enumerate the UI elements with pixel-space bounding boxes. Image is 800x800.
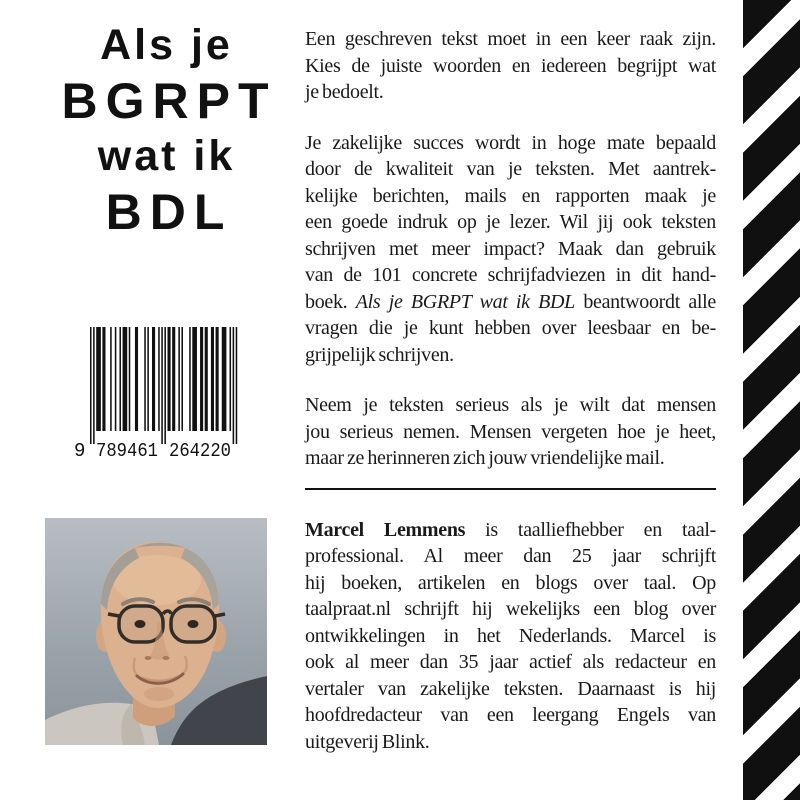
text-segment: kelijke berichten, mails en rapporten maak je	[305, 184, 716, 207]
barcode-bar	[236, 327, 238, 444]
barcode-bar	[123, 327, 128, 431]
barcode-bar	[172, 327, 175, 431]
barcode-bar	[233, 327, 235, 444]
text-line	[305, 392, 716, 419]
text-line	[305, 570, 716, 597]
barcode-bar	[189, 327, 191, 431]
text-line	[305, 342, 716, 369]
author-bio-paragraph	[305, 517, 716, 756]
isbn-barcode	[72, 327, 239, 459]
text-segment: hoofdredacteur van een leergang Engels van	[305, 704, 716, 726]
barcode-bar	[135, 327, 138, 431]
text-segment: uitgeverij Blink.	[305, 730, 430, 753]
text-segment: Als je BGRPT wat ik BDL	[355, 290, 575, 313]
text-segment: boek.	[305, 290, 356, 313]
section-divider	[305, 488, 716, 490]
text-line	[305, 130, 716, 157]
book-title-line: BGRPT	[61, 73, 277, 129]
text-line	[305, 79, 716, 106]
book-title	[25, 18, 305, 240]
barcode-bar	[144, 327, 146, 431]
text-segment: je bedoelt.	[305, 81, 384, 103]
author-bio-section	[305, 517, 716, 756]
barcode-bar	[158, 327, 160, 431]
barcode-digit-first: 9	[74, 440, 86, 459]
text-line	[305, 517, 716, 544]
text-segment: maar ze herinneren zich jouw vriendelijke mail.	[305, 447, 665, 469]
text-segment: door de kwaliteit van je teksten. Met aantrek-	[305, 158, 716, 180]
book-title-line: BDL	[105, 184, 233, 240]
text-line	[305, 543, 716, 570]
text-line	[305, 315, 716, 342]
barcode-svg	[72, 327, 239, 459]
barcode-bar	[216, 327, 219, 431]
chin-crease	[144, 687, 174, 701]
text-line	[305, 289, 716, 316]
text-segment: Neem je teksten serieus als je wilt dat mensen	[305, 394, 716, 416]
text-segment: hij boeken, artikelen en blogs over taal. Op	[305, 571, 716, 594]
barcode-bar	[110, 327, 112, 431]
text-segment: van de 101 concrete schrijfadviezen in dit hand-	[305, 264, 716, 286]
barcode-bar	[205, 327, 208, 431]
text-line	[305, 445, 716, 472]
text-line	[305, 649, 716, 676]
barcode-bar	[147, 327, 149, 431]
text-segment: vragen die je kunt hebben over leesbaar en be-	[305, 317, 716, 339]
barcode-bar	[93, 327, 95, 444]
text-line	[305, 623, 716, 650]
barcode-bar	[192, 327, 197, 431]
blurb-section	[305, 26, 716, 472]
right-nostril	[163, 656, 170, 660]
text-segment: een goede indruk op je lezer. Wil jij ook teksten	[305, 211, 716, 233]
glasses-right-temple	[215, 614, 225, 616]
text-line	[305, 156, 716, 183]
barcode-bar	[152, 327, 155, 431]
text-line	[305, 596, 716, 623]
book-title-line: wat ik	[97, 132, 236, 180]
barcode-bar	[200, 327, 203, 431]
text-segment: taalpraat.nl schrijft hij wekelijks een blog over	[305, 598, 716, 620]
text-segment: professional. Al meer dan 25 jaar schrijft	[305, 545, 716, 567]
text-line	[305, 676, 716, 703]
barcode-bar	[161, 327, 163, 444]
text-segment: ontwikkelingen in het Nederlands. Marcel is	[305, 624, 716, 647]
barcode-bar	[222, 327, 227, 431]
text-line	[305, 702, 716, 729]
text-segment: is taalliefhebber en taal-	[465, 518, 717, 541]
blurb-paragraph	[305, 26, 716, 106]
barcode-bar	[102, 327, 105, 431]
barcode-bar	[90, 327, 92, 444]
barcode-digit-left-group: 789461	[96, 440, 158, 459]
text-segment: grijpelijk schrijven.	[305, 343, 454, 366]
blurb-paragraph	[305, 392, 716, 472]
text-line	[305, 236, 716, 263]
text-segment: Kies de juiste woorden en iedereen begrijpt wat	[305, 54, 716, 77]
text-line	[305, 53, 716, 80]
barcode-bar	[96, 327, 101, 431]
barcode-bar	[230, 327, 232, 431]
text-segment: Een geschreven tekst moet in een keer raak zijn.	[305, 28, 716, 50]
barcode-bar	[115, 327, 117, 431]
text-segment: Je zakelijke succes wordt in hoge mate bepaald	[305, 131, 716, 154]
text-segment: jou serieus nemen. Mensen vergeten hoe je heet,	[305, 420, 716, 443]
barcode-bars	[90, 327, 237, 444]
barcode-bar	[178, 327, 180, 431]
text-line	[305, 729, 716, 756]
barcode-bar	[181, 327, 183, 431]
barcode-bar	[164, 327, 166, 444]
text-segment: beantwoordt alle	[574, 290, 716, 313]
text-line	[305, 209, 716, 236]
text-line	[305, 419, 716, 446]
text-line	[305, 26, 716, 53]
blurb-paragraph	[305, 130, 716, 369]
left-eye	[135, 620, 146, 628]
right-eye	[188, 620, 199, 628]
author-photo	[45, 518, 267, 745]
text-line	[305, 262, 716, 289]
left-nostril	[145, 656, 152, 660]
diagonal-stripes-decoration	[743, 0, 800, 800]
text-segment: vertaler van zakelijke teksten. Daarnaast is hij	[305, 677, 716, 700]
text-segment: Marcel Lemmens	[305, 518, 466, 541]
author-portrait-illustration	[45, 518, 267, 745]
barcode-digit-right-group: 264220	[169, 440, 231, 459]
barcode-bar	[129, 327, 131, 431]
text-line	[305, 183, 716, 210]
text-segment: ook al meer dan 35 jaar actief als redacteur en	[305, 651, 716, 673]
book-title-line: Als je	[100, 21, 233, 69]
barcode-bar	[211, 327, 214, 431]
glasses-left-temple	[108, 614, 119, 616]
back-cover-text	[305, 26, 716, 755]
barcode-bar	[168, 327, 171, 431]
text-segment: schrijven met meer impact? Maak dan gebruik	[305, 237, 716, 260]
barcode-bar	[119, 327, 121, 431]
